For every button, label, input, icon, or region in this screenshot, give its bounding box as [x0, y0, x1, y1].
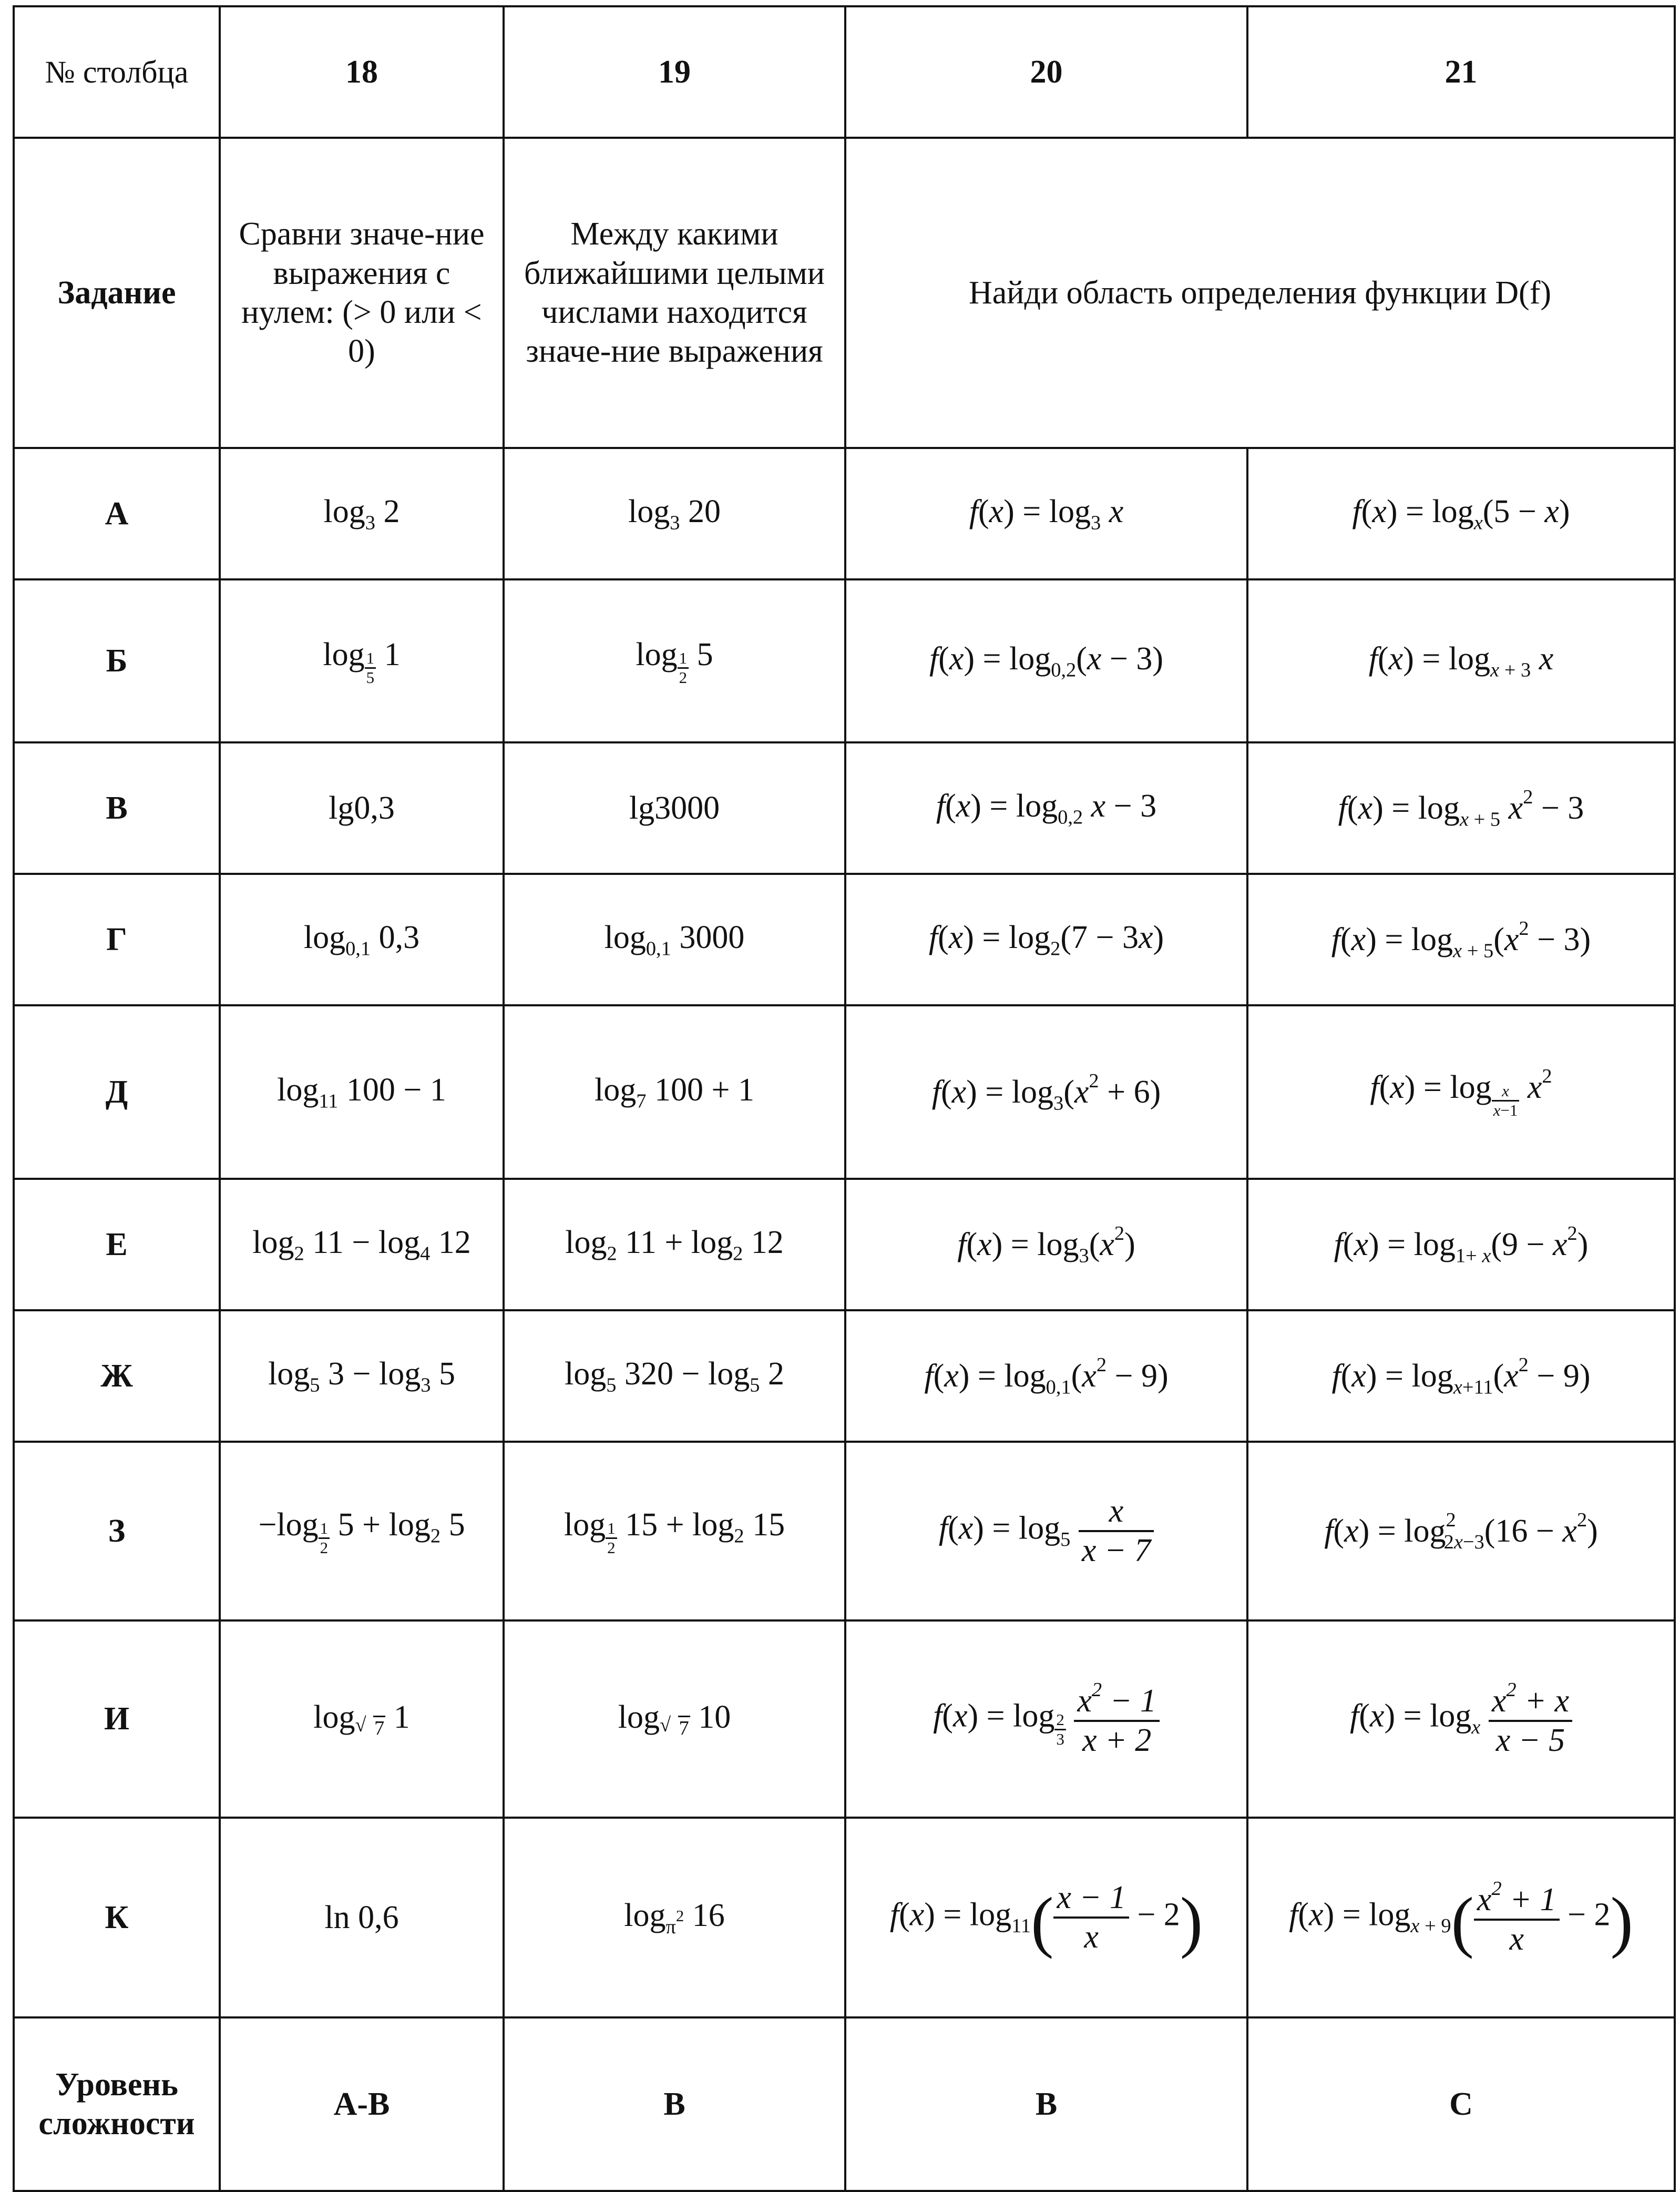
task-row-z — [14, 1442, 1675, 1620]
tasks-table — [13, 5, 1676, 2192]
difficulty-18: А-В — [220, 2017, 504, 2191]
task-row-a — [14, 448, 1675, 579]
func-21-v: $f(x) = \log_{x + 5} x^2 - 3$ — [1247, 742, 1675, 874]
task-row-e — [14, 1179, 1675, 1310]
expr-18-v: lg0,3 — [220, 742, 504, 874]
task-row-k — [14, 1818, 1675, 2017]
func-20-v: $f(x) = \log_{0,2} x - 3$ — [845, 742, 1247, 874]
expr-18-e: $\log_2 11 - \log_4 12$ — [220, 1179, 504, 1310]
row-label: Д — [14, 1005, 220, 1179]
func-21-z: $f(x) = \log^2_{2x-3}(16 - x^2)$ — [1247, 1442, 1675, 1620]
row-label: З — [14, 1442, 220, 1620]
func-20-i: f(x) = log $\frac{2}{3}$ $\frac{x^2 - 1}{x + 2}$ — [845, 1620, 1247, 1818]
func-20-g: $f(x) = \log_2(7 - 3x)$ — [845, 874, 1247, 1005]
expr-19-v: lg3000 — [504, 742, 845, 874]
expr-19-g: $\log_{0,1} 3000$ — [504, 874, 845, 1005]
func-21-g: $f(x) = \log_{x + 5}(x^2 - 3)$ — [1247, 874, 1675, 1005]
row-label: Г — [14, 874, 220, 1005]
expr-19-b: log $\frac{1}{2}$ 5 — [504, 579, 845, 742]
task-row-v — [14, 742, 1675, 874]
task-label: Задание — [14, 138, 220, 448]
task-col-20-21: Найди область определения функции D(f) — [845, 138, 1675, 448]
expr-18-b: log $\frac{1}{5}$ 1 — [220, 579, 504, 742]
expr-18-i: log $_{√ 7}$ 1 — [220, 1620, 504, 1818]
func-21-a: $f(x) = \log_x(5 - x)$ — [1247, 448, 1675, 579]
expr-19-z: log $\frac{1}{2}$ $15 + \log_2 15$ — [504, 1442, 845, 1620]
task-col-19: Между какими ближайшими целыми числами находится значе-ние выражения — [504, 138, 845, 448]
column-number-label: № столбца — [14, 6, 220, 138]
func-20-z: $f(x) = \log_5$ $\frac{x}{x - 7}$ — [845, 1442, 1247, 1620]
task-row-g — [14, 874, 1675, 1005]
column-20-header: 20 — [845, 6, 1247, 138]
row-label: Б — [14, 579, 220, 742]
column-19-header: 19 — [504, 6, 845, 138]
task-row — [14, 138, 1675, 448]
difficulty-20: В — [845, 2017, 1247, 2191]
row-label: В — [14, 742, 220, 874]
expr-19-i: log $_{√ 7}$ 10 — [504, 1620, 845, 1818]
expr-18-k: ln 0,6 — [220, 1818, 504, 2017]
row-label: К — [14, 1818, 220, 2017]
task-row-i — [14, 1620, 1675, 1818]
func-20-k: $f(x) = \log_{11}$( $\frac{x - 1}{x}$ − 2) — [845, 1818, 1247, 2017]
func-21-i: $f(x) = \log_x$ $\frac{x^2 + x}{x - 5}$ — [1247, 1620, 1675, 1818]
func-21-k: $f(x) = \log_{x + 9}$( $\frac{x^2 + 1}{x}$ − 2) — [1247, 1818, 1675, 2017]
func-21-zh: $f(x) = \log_{x+11}(x^2 - 9)$ — [1247, 1310, 1675, 1442]
expr-18-a: $\log_3 2$ — [220, 448, 504, 579]
expr-19-e: $\log_2 11 + \log_2 12$ — [504, 1179, 845, 1310]
expr-19-d: $\log_7 100 + 1$ — [504, 1005, 845, 1179]
task-row-zh — [14, 1310, 1675, 1442]
func-21-e: $f(x) = \log_{1+ x}(9 - x^2)$ — [1247, 1179, 1675, 1310]
func-20-a: $f(x) = \log_3 x$ — [845, 448, 1247, 579]
task-row-d — [14, 1005, 1675, 1179]
expr-19-a: $\log_3 20$ — [504, 448, 845, 579]
header-row — [14, 6, 1675, 138]
difficulty-row — [14, 2017, 1675, 2191]
expr-18-d: $\log_{11} 100 - 1$ — [220, 1005, 504, 1179]
row-label: А — [14, 448, 220, 579]
column-18-header: 18 — [220, 6, 504, 138]
expr-18-g: $\log_{0,1} 0,3$ — [220, 874, 504, 1005]
row-label: Ж — [14, 1310, 220, 1442]
func-20-e: $f(x) = \log_3(x^2)$ — [845, 1179, 1247, 1310]
expr-18-z: −log $\frac{1}{2}$ $5 + \log_2 5$ — [220, 1442, 504, 1620]
func-20-d: $f(x) = \log_3(x^2 + 6)$ — [845, 1005, 1247, 1179]
func-20-b: $f(x) = \log_{0,2}(x - 3)$ — [845, 579, 1247, 742]
expr-18-zh: $\log_5 3 - \log_3 5$ — [220, 1310, 504, 1442]
expr-19-k: $\log_{\pi^2} 16$ — [504, 1818, 845, 2017]
task-row-b — [14, 579, 1675, 742]
func-21-b: $f(x) = \log_{x + 3} x$ — [1247, 579, 1675, 742]
row-label: Е — [14, 1179, 220, 1310]
func-21-d: f(x) = log $\frac{x}{x-1}$ $x^2$ — [1247, 1005, 1675, 1179]
expr-19-zh: $\log_5 320 - \log_5 2$ — [504, 1310, 845, 1442]
difficulty-21: С — [1247, 2017, 1675, 2191]
column-21-header: 21 — [1247, 6, 1675, 138]
difficulty-19: В — [504, 2017, 845, 2191]
func-20-zh: $f(x) = \log_{0,1}(x^2 - 9)$ — [845, 1310, 1247, 1442]
task-col-18: Сравни значе-ние выражения с нулем: (> 0 или < 0) — [220, 138, 504, 448]
row-label: И — [14, 1620, 220, 1818]
difficulty-label: Уровень сложности — [14, 2017, 220, 2191]
